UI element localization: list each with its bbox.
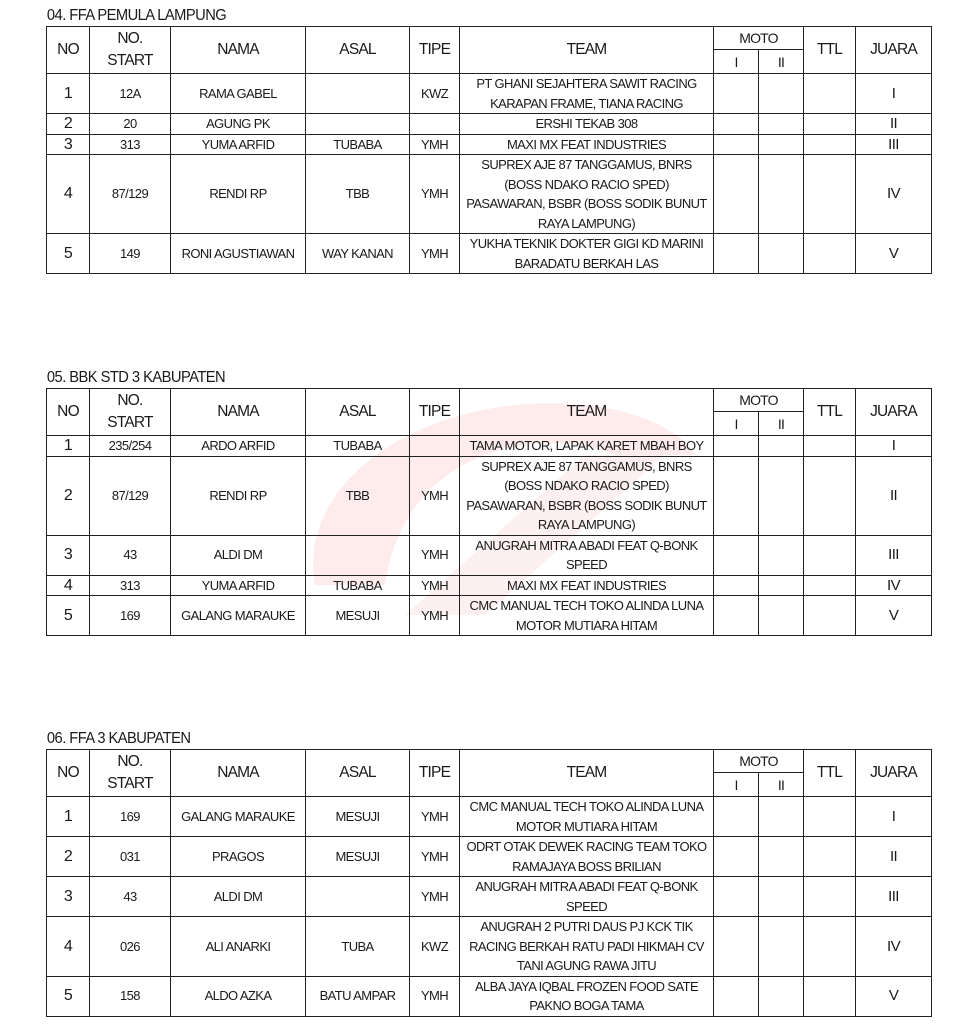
- cell-asal: TUBABA: [306, 134, 410, 155]
- cell-team: [460, 837, 714, 877]
- team-name: YUKHA TEKNIK DOKTER GIGI KD MARINI BARADATU BERKAH LAS: [469, 236, 704, 271]
- cell-team: [460, 456, 714, 535]
- col-header-no-start: [90, 389, 171, 436]
- cell-moto-2: [759, 436, 804, 457]
- cell-moto-1: [714, 797, 759, 837]
- cell-no-start: 026: [90, 917, 171, 977]
- cell-tipe: YMH: [410, 456, 460, 535]
- cell-nama: RENDI RP: [171, 155, 306, 234]
- cell-no-start: 235/254: [90, 436, 171, 457]
- cell-moto-1: [714, 976, 759, 1016]
- cell-team: [460, 74, 714, 114]
- col-header-no: NO: [47, 27, 90, 74]
- team-name: ANUGRAH MITRA ABADI FEAT Q-BONK SPEED: [475, 537, 698, 572]
- cell-team: [460, 575, 714, 596]
- col-header-moto: MOTO: [714, 389, 804, 412]
- col-header-moto-2: II: [759, 412, 804, 436]
- cell-team: [460, 114, 714, 135]
- team-name: ANUGRAH MITRA ABADI FEAT Q-BONK SPEED: [475, 879, 698, 914]
- cell-moto-2: [759, 797, 804, 837]
- cell-no: 2: [47, 456, 90, 535]
- team-name: MAXI MX FEAT INDUSTRIES: [506, 577, 667, 593]
- cell-tipe: [410, 436, 460, 457]
- cell-juara: I: [856, 797, 932, 837]
- cell-moto-2: [759, 74, 804, 114]
- col-header-nama: NAMA: [171, 389, 306, 436]
- cell-moto-2: [759, 456, 804, 535]
- cell-ttl: [804, 114, 856, 135]
- section-title: 05. BBK STD 3 KABUPATEN: [46, 369, 226, 386]
- col-header-moto-1: I: [714, 50, 759, 74]
- cell-asal: TUBABA: [306, 436, 410, 457]
- cell-nama: YUMA ARFID: [171, 134, 306, 155]
- cell-moto-1: [714, 234, 759, 274]
- team-name: ODRT OTAK DEWEK RACING TEAM TOKO RAMAJAYA BOSS BRILIAN: [466, 839, 707, 874]
- col-header-no-start-line2: START: [107, 52, 153, 69]
- cell-nama: ALDI DM: [171, 877, 306, 917]
- cell-ttl: [804, 877, 856, 917]
- cell-no-start: 169: [90, 797, 171, 837]
- cell-tipe: YMH: [410, 535, 460, 575]
- col-header-no-start-line2: START: [107, 414, 153, 431]
- cell-moto-2: [759, 877, 804, 917]
- cell-moto-2: [759, 134, 804, 155]
- cell-juara: II: [856, 456, 932, 535]
- col-header-juara: JUARA: [856, 389, 932, 436]
- results-table: [46, 26, 932, 274]
- team-name: SUPREX AJE 87 TANGGAMUS, BNRS (BOSS NDAKO RACIO SPED) PASAWARAN, BSBR (BOSS SODIK BUNUT RAYA LAMPUNG): [466, 458, 707, 532]
- team-name: ERSHI TEKAB 308: [535, 116, 638, 131]
- cell-ttl: [804, 234, 856, 274]
- table-row: [47, 535, 932, 575]
- table-row: [47, 917, 932, 977]
- cell-team: [460, 877, 714, 917]
- cell-no: 4: [47, 917, 90, 977]
- cell-tipe: YMH: [410, 797, 460, 837]
- cell-moto-1: [714, 436, 759, 457]
- cell-nama: ARDO ARFID: [171, 436, 306, 457]
- cell-asal: [306, 114, 410, 135]
- cell-juara: III: [856, 134, 932, 155]
- cell-no: 3: [47, 134, 90, 155]
- cell-nama: ALDO AZKA: [171, 976, 306, 1016]
- cell-moto-1: [714, 134, 759, 155]
- cell-no-start: 158: [90, 976, 171, 1016]
- cell-nama: ALI ANARKI: [171, 917, 306, 977]
- cell-ttl: [804, 134, 856, 155]
- cell-asal: TBB: [306, 456, 410, 535]
- cell-juara: III: [856, 535, 932, 575]
- cell-nama: ALDI DM: [171, 535, 306, 575]
- col-header-juara: JUARA: [856, 750, 932, 797]
- col-header-team: TEAM: [460, 27, 714, 74]
- cell-ttl: [804, 155, 856, 234]
- cell-nama: RAMA GABEL: [171, 74, 306, 114]
- cell-moto-2: [759, 976, 804, 1016]
- col-header-tipe: TIPE: [410, 27, 460, 74]
- col-header-nama: NAMA: [171, 750, 306, 797]
- team-name: ANUGRAH 2 PUTRI DAUS PJ KCK TIK RACING BERKAH RATU PADI HIKMAH CV TANI AGUNG RAWA JITU: [469, 919, 704, 973]
- cell-juara: II: [856, 837, 932, 877]
- table-row: [47, 596, 932, 636]
- cell-tipe: YMH: [410, 134, 460, 155]
- cell-juara: I: [856, 74, 932, 114]
- cell-nama: PRAGOS: [171, 837, 306, 877]
- cell-moto-2: [759, 155, 804, 234]
- cell-moto-1: [714, 877, 759, 917]
- col-header-ttl: TTL: [804, 27, 856, 74]
- team-name: CMC MANUAL TECH TOKO ALINDA LUNA MOTOR MUTIARA HITAM: [469, 799, 704, 834]
- section-ffa-3-kabupaten: [46, 729, 931, 1017]
- col-header-team: TEAM: [460, 750, 714, 797]
- cell-no-start: 031: [90, 837, 171, 877]
- cell-nama: RENDI RP: [171, 456, 306, 535]
- cell-juara: IV: [856, 917, 932, 977]
- cell-no: 3: [47, 877, 90, 917]
- cell-tipe: YMH: [410, 596, 460, 636]
- cell-tipe: YMH: [410, 976, 460, 1016]
- col-header-no-start-line1: NO.: [117, 30, 143, 47]
- cell-tipe: YMH: [410, 155, 460, 234]
- cell-no: 1: [47, 436, 90, 457]
- cell-team: [460, 155, 714, 234]
- table-row: [47, 877, 932, 917]
- cell-team: [460, 134, 714, 155]
- cell-asal: [306, 74, 410, 114]
- section-bbk-std-3-kabupaten: [46, 368, 931, 636]
- cell-asal: TUBABA: [306, 575, 410, 596]
- cell-no-start: 43: [90, 877, 171, 917]
- cell-ttl: [804, 436, 856, 457]
- col-header-no-start-line2: START: [107, 775, 153, 792]
- table-row: [47, 837, 932, 877]
- col-header-no: NO: [47, 389, 90, 436]
- table-row: [47, 114, 932, 135]
- cell-tipe: KWZ: [410, 74, 460, 114]
- cell-team: [460, 535, 714, 575]
- cell-ttl: [804, 976, 856, 1016]
- team-name: TAMA MOTOR, LAPAK KARET MBAH BOY: [469, 438, 704, 453]
- cell-no-start: 313: [90, 134, 171, 155]
- cell-moto-1: [714, 596, 759, 636]
- cell-no-start: 43: [90, 535, 171, 575]
- cell-no: 5: [47, 976, 90, 1016]
- col-header-tipe: TIPE: [410, 750, 460, 797]
- col-header-ttl: TTL: [804, 389, 856, 436]
- cell-ttl: [804, 837, 856, 877]
- cell-juara: V: [856, 596, 932, 636]
- team-name: CMC MANUAL TECH TOKO ALINDA LUNA MOTOR MUTIARA HITAM: [469, 598, 704, 633]
- col-header-moto-2: II: [759, 50, 804, 74]
- col-header-ttl: TTL: [804, 750, 856, 797]
- cell-no-start: 12A: [90, 74, 171, 114]
- cell-juara: V: [856, 976, 932, 1016]
- section-title: 06. FFA 3 KABUPATEN: [46, 730, 191, 747]
- team-name: MAXI MX FEAT INDUSTRIES: [506, 136, 667, 152]
- cell-ttl: [804, 535, 856, 575]
- cell-tipe: YMH: [410, 234, 460, 274]
- cell-team: [460, 976, 714, 1016]
- cell-no-start: 169: [90, 596, 171, 636]
- cell-asal: MESUJI: [306, 596, 410, 636]
- cell-asal: [306, 535, 410, 575]
- cell-moto-1: [714, 74, 759, 114]
- cell-asal: MESUJI: [306, 797, 410, 837]
- cell-moto-2: [759, 837, 804, 877]
- section-ffa-pemula-lampung: [46, 6, 931, 274]
- cell-no: 4: [47, 575, 90, 596]
- cell-ttl: [804, 596, 856, 636]
- col-header-no-start: [90, 750, 171, 797]
- cell-nama: GALANG MARAUKE: [171, 797, 306, 837]
- table-row: [47, 436, 932, 457]
- col-header-nama: NAMA: [171, 27, 306, 74]
- results-table: [46, 388, 932, 636]
- cell-moto-2: [759, 535, 804, 575]
- cell-ttl: [804, 456, 856, 535]
- col-header-juara: JUARA: [856, 27, 932, 74]
- team-name: ALBA JAYA IQBAL FROZEN FOOD SATE PAKNO BOGA TAMA: [474, 978, 699, 1013]
- col-header-asal: ASAL: [306, 27, 410, 74]
- cell-no-start: 87/129: [90, 155, 171, 234]
- cell-moto-2: [759, 917, 804, 977]
- cell-moto-2: [759, 234, 804, 274]
- cell-no-start: 87/129: [90, 456, 171, 535]
- cell-no: 2: [47, 837, 90, 877]
- cell-no: 5: [47, 596, 90, 636]
- col-header-team: TEAM: [460, 389, 714, 436]
- table-row: [47, 575, 932, 596]
- cell-team: [460, 234, 714, 274]
- cell-tipe: [410, 114, 460, 135]
- cell-team: [460, 797, 714, 837]
- cell-nama: GALANG MARAUKE: [171, 596, 306, 636]
- cell-juara: V: [856, 234, 932, 274]
- cell-asal: WAY KANAN: [306, 234, 410, 274]
- cell-no: 5: [47, 234, 90, 274]
- cell-juara: III: [856, 877, 932, 917]
- col-header-moto: MOTO: [714, 27, 804, 50]
- col-header-no-start: [90, 27, 171, 74]
- cell-asal: TBB: [306, 155, 410, 234]
- col-header-moto-2: II: [759, 773, 804, 797]
- cell-ttl: [804, 917, 856, 977]
- col-header-tipe: TIPE: [410, 389, 460, 436]
- cell-no: 1: [47, 74, 90, 114]
- cell-moto-1: [714, 917, 759, 977]
- cell-juara: IV: [856, 155, 932, 234]
- col-header-no-start-line1: NO.: [117, 753, 143, 770]
- cell-tipe: KWZ: [410, 917, 460, 977]
- table-row: [47, 456, 932, 535]
- cell-tipe: YMH: [410, 877, 460, 917]
- table-row: [47, 74, 932, 114]
- cell-ttl: [804, 797, 856, 837]
- cell-moto-2: [759, 596, 804, 636]
- cell-no-start: 313: [90, 575, 171, 596]
- cell-moto-1: [714, 114, 759, 135]
- cell-no: 3: [47, 535, 90, 575]
- cell-nama: YUMA ARFID: [171, 575, 306, 596]
- cell-nama: AGUNG PK: [171, 114, 306, 135]
- cell-juara: IV: [856, 575, 932, 596]
- results-table: [46, 749, 932, 1017]
- table-row: [47, 976, 932, 1016]
- table-row: [47, 234, 932, 274]
- cell-team: [460, 596, 714, 636]
- cell-no: 1: [47, 797, 90, 837]
- cell-ttl: [804, 575, 856, 596]
- cell-no-start: 20: [90, 114, 171, 135]
- table-row: [47, 797, 932, 837]
- section-title: 04. FFA PEMULA LAMPUNG: [46, 7, 227, 24]
- cell-asal: TUBA: [306, 917, 410, 977]
- cell-nama: RONI AGUSTIAWAN: [171, 234, 306, 274]
- cell-moto-1: [714, 575, 759, 596]
- cell-juara: II: [856, 114, 932, 135]
- cell-moto-1: [714, 837, 759, 877]
- team-name: PT GHANI SEJAHTERA SAWIT RACING KARAPAN FRAME, TIANA RACING: [476, 76, 697, 111]
- cell-moto-2: [759, 575, 804, 596]
- col-header-no-start-line1: NO.: [117, 392, 143, 409]
- col-header-moto: MOTO: [714, 750, 804, 773]
- cell-juara: I: [856, 436, 932, 457]
- cell-moto-1: [714, 456, 759, 535]
- cell-moto-1: [714, 155, 759, 234]
- cell-moto-2: [759, 114, 804, 135]
- cell-asal: MESUJI: [306, 837, 410, 877]
- cell-ttl: [804, 74, 856, 114]
- col-header-asal: ASAL: [306, 389, 410, 436]
- table-row: [47, 134, 932, 155]
- col-header-moto-1: I: [714, 773, 759, 797]
- col-header-asal: ASAL: [306, 750, 410, 797]
- cell-asal: [306, 877, 410, 917]
- cell-no: 2: [47, 114, 90, 135]
- cell-team: [460, 917, 714, 977]
- cell-team: [460, 436, 714, 457]
- cell-tipe: YMH: [410, 575, 460, 596]
- team-name: SUPREX AJE 87 TANGGAMUS, BNRS (BOSS NDAKO RACIO SPED) PASAWARAN, BSBR (BOSS SODIK BUNUT RAYA LAMPUNG): [466, 157, 707, 231]
- cell-asal: BATU AMPAR: [306, 976, 410, 1016]
- col-header-moto-1: I: [714, 412, 759, 436]
- cell-tipe: YMH: [410, 837, 460, 877]
- table-row: [47, 155, 932, 234]
- cell-moto-1: [714, 535, 759, 575]
- col-header-no: NO: [47, 750, 90, 797]
- cell-no: 4: [47, 155, 90, 234]
- cell-no-start: 149: [90, 234, 171, 274]
